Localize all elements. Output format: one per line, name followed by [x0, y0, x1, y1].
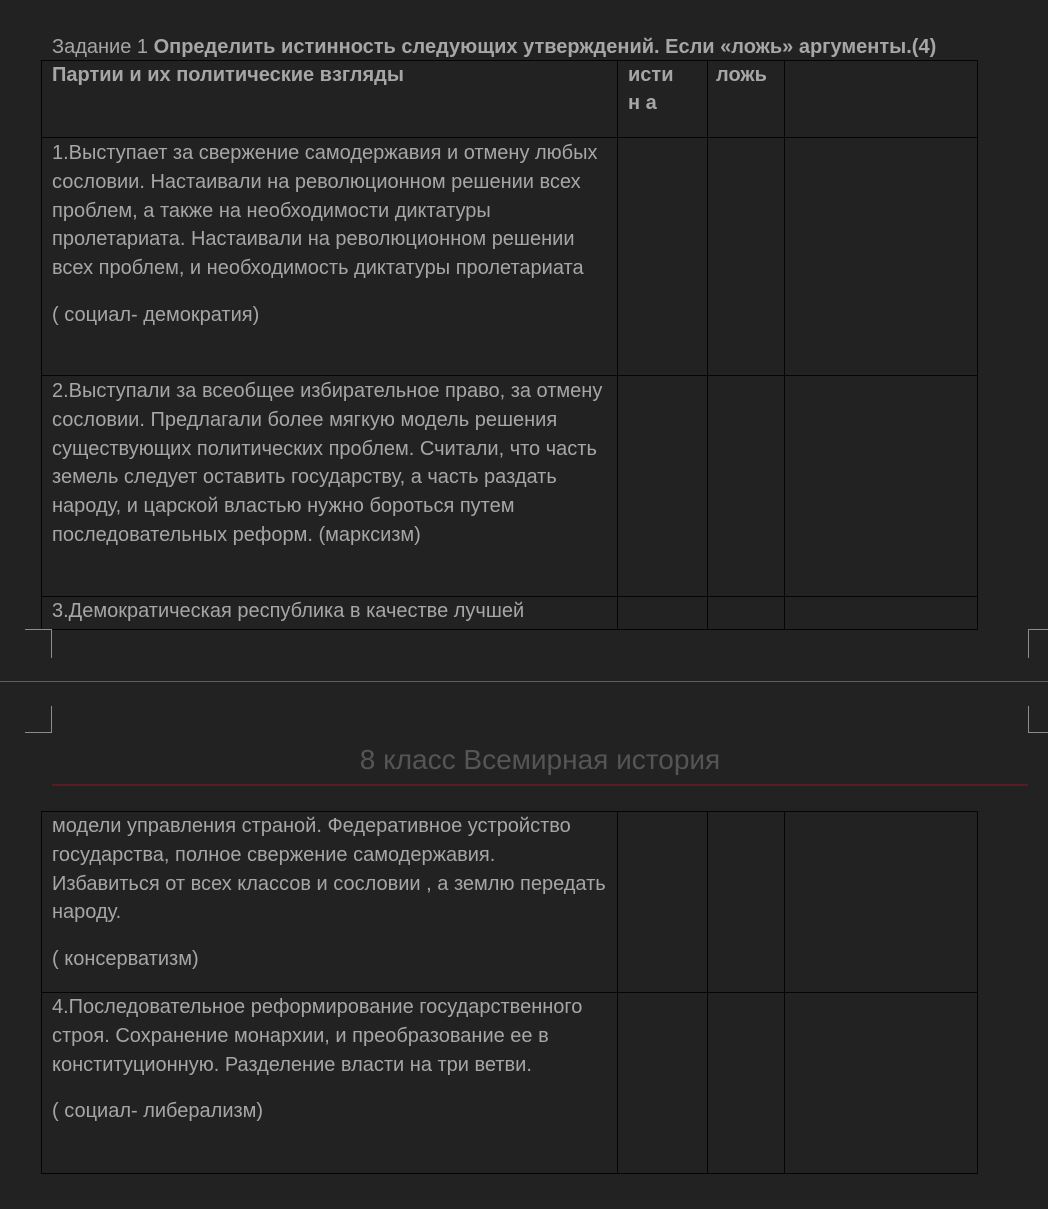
crop-mark — [1028, 629, 1048, 658]
table-row — [42, 812, 978, 993]
argument-cell[interactable] — [785, 812, 978, 993]
statements-table-part-1 — [41, 60, 978, 630]
crop-mark — [25, 706, 52, 733]
table-row — [42, 376, 978, 597]
statement-cell — [42, 993, 618, 1174]
statements-table-part-2 — [41, 811, 978, 1174]
header-cell-false — [708, 61, 785, 138]
argument-cell[interactable] — [785, 376, 978, 597]
table-row — [42, 993, 978, 1174]
true-mark-cell[interactable] — [618, 597, 708, 630]
statement-text: 4.Последовательное реформирование государственного строя. Сохранение монархии, и преобразование ее в конституционную. Разделение власти на три ветви. — [52, 996, 583, 1076]
false-mark-cell[interactable] — [708, 597, 785, 630]
header-cell-parties — [42, 61, 618, 138]
statement-text: 3.Демократическая республика в качестве лучшей — [52, 600, 525, 622]
table-row — [42, 138, 978, 376]
header-label-true: истин а — [628, 64, 674, 114]
statement-answer: ( социал- демократия) — [52, 303, 260, 326]
false-mark-cell[interactable] — [708, 376, 785, 597]
page-header-title: 8 класс Всемирная история — [359, 744, 721, 775]
argument-cell[interactable] — [785, 138, 978, 376]
task-heading — [52, 36, 936, 59]
statement-cell — [42, 138, 618, 376]
true-mark-cell[interactable] — [618, 812, 708, 993]
table-row — [42, 597, 978, 630]
page-separator — [0, 681, 1048, 682]
crop-mark — [1028, 706, 1048, 733]
statement-text: 2.Выступали за всеобщее избирательное право, за отмену сословии. Предлагали более мягкую модель решения существующих политических проблем. Считали, что часть земель следует оставить государству, а часть раздать народу, и царской властью нужно бороться путем последовательных реформ. (марксизм) — [52, 380, 603, 546]
task-instruction: Определить истинность следующих утверждений. Если «ложь» аргументы.(4) — [153, 36, 937, 58]
true-mark-cell[interactable] — [618, 993, 708, 1174]
statement-answer: ( социал- либерализм) — [52, 1100, 264, 1123]
header-label-parties: Партии и их политические взгляды — [52, 64, 404, 86]
false-mark-cell[interactable] — [708, 138, 785, 376]
task-number: Задание 1 — [52, 36, 149, 58]
table-header-row — [42, 61, 978, 138]
true-mark-cell[interactable] — [618, 376, 708, 597]
header-label-false: ложь — [716, 64, 767, 86]
statement-answer: ( консерватизм) — [52, 948, 199, 971]
false-mark-cell[interactable] — [708, 812, 785, 993]
argument-cell[interactable] — [785, 993, 978, 1174]
false-mark-cell[interactable] — [708, 993, 785, 1174]
true-mark-cell[interactable] — [618, 138, 708, 376]
statement-text: 1.Выступает за свержение самодержавия и отмену любых сословии. Настаивали на революционном решении всех проблем, а также на необходимости диктатуры пролетариата. Настаивали на революционном решении всех проблем, и необходимость диктатуры пролетариата — [52, 142, 598, 280]
statement-cell — [42, 597, 618, 630]
crop-mark — [25, 629, 52, 658]
statement-cell — [42, 812, 618, 993]
header-cell-arguments — [785, 61, 978, 138]
statement-text: модели управления страной. Федеративное устройство государства, полное свержение самодержавия. Избавиться от всех классов и сословии , а землю передать народу. — [52, 815, 606, 924]
header-cell-true — [618, 61, 708, 138]
statement-cell — [42, 376, 618, 597]
argument-cell[interactable] — [785, 597, 978, 630]
header-rule — [52, 784, 1028, 786]
